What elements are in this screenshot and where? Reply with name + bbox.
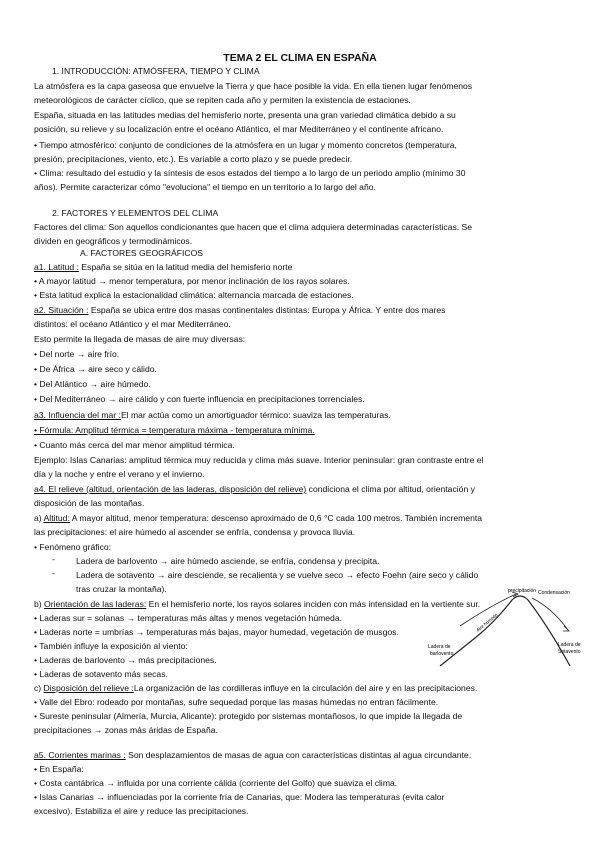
fenomeno-label: • Fenómeno gráfico: bbox=[34, 542, 112, 552]
disposicion-bullet: • Valle del Ebro: rodeado por montañas, sufre sequedad porque las masas húmedas no entran fácilmente. bbox=[34, 697, 439, 707]
sketch-label-aire: Aire húmedo bbox=[475, 612, 499, 633]
a3-bullet: • Cuanto más cerca del mar menor amplitud térmica. bbox=[34, 440, 235, 450]
sketch-label-barlovento-1: Ladera de bbox=[428, 644, 451, 650]
disposicion-label: Disposición del relieve : bbox=[43, 683, 134, 693]
bullet-text: años). Permite caracterizar cómo "evoluciona" el tiempo en un territorio a lo largo del año. bbox=[34, 182, 376, 192]
sketch-label-sotavento-2: Sotavento bbox=[558, 649, 581, 655]
a1-text: España se sitúa en la latitud media del hemisferio norte bbox=[78, 262, 293, 272]
a2-bullet: • De África → aire seco y cálido. bbox=[34, 364, 157, 374]
section-2-intro: dividen en geográficos y termodinámicos. bbox=[34, 236, 193, 246]
sketch-label-sotavento-1: Ladera de bbox=[558, 642, 581, 648]
orientacion-bullet: • Laderas norte = umbrías → temperaturas más bajas, mayor humedad, vegetación de musgos. bbox=[34, 627, 399, 637]
a4-line bbox=[34, 482, 574, 497]
section-1-heading: 1. INTRODUCCIÓN: ATMÓSFERA, TIEMPO Y CLIMA bbox=[52, 66, 260, 76]
orientacion-label: Orientación de las laderas: bbox=[44, 599, 147, 609]
bullet-text: presión, precipitaciones, viento, etc.). Es variable a corto plazo y se puede predecir. bbox=[34, 154, 353, 164]
dash-bullet: - bbox=[52, 568, 55, 578]
intro-text: meteorológicos de carácter cíclico, que se repiten cada año y permiten la existencia de estaciones. bbox=[34, 95, 411, 105]
a4-altitud-line: a) Altitud: A mayor altitud, menor temperatura: descenso aproximado de 0,6 °C cada 100 metros. También incrementa bbox=[34, 513, 483, 523]
orientacion-bullet: • Laderas de sotavento más secas. bbox=[34, 669, 168, 679]
a5-bullet: • Islas Canarias → influenciadas por la corriente fría de Canarias, que: Modera las temperaturas (evita calor bbox=[34, 792, 445, 802]
foehn-effect-sketch bbox=[420, 586, 590, 670]
a3-example: Ejemplo: Islas Canarias: amplitud térmica muy reducida y clima más suave. Interior peninsular: gran contraste entre el bbox=[34, 455, 484, 465]
mountain-outline bbox=[440, 596, 570, 666]
subheading-factores-geograficos: A. FACTORES GEOGRÁFICOS bbox=[80, 248, 204, 258]
a3-label: a3. Influencia del mar : bbox=[34, 410, 121, 420]
intro-text: posición, su relieve y su localización entre el océano Atlántico, el mar Mediterráneo y el continente africano. bbox=[34, 124, 444, 134]
a1-line bbox=[34, 260, 574, 275]
a2-text: Esto permite la llegada de masas de aire muy diversas: bbox=[34, 334, 246, 344]
sotavento-text: Ladera de sotavento → aire desciende, se recalienta y se vuelve seco → efecto Foehn (aire seco y cálido bbox=[76, 570, 479, 580]
sotavento-text: tras cruzar la montaña). bbox=[76, 584, 167, 594]
a5-bullet: excesivo). Estabiliza el aire y reduce las precipitaciones. bbox=[34, 806, 249, 816]
a4-disposicion-line: c) Disposición del relieve :La organización de las cordilleras influye en la circulación del aire y en las precipitaciones. bbox=[34, 683, 478, 693]
a5-bullet: • En España: bbox=[34, 764, 84, 774]
a1-bullet: • Esta latitud explica la estacionalidad climática: alternancia marcada de estaciones. bbox=[34, 290, 354, 300]
sketch-label-barlovento-2: barlovento bbox=[430, 651, 454, 657]
a4-text: disposición de las montañas. bbox=[34, 498, 145, 508]
altitud-text: A mayor altitud, menor temperatura: descenso aproximado de 0,6 °C cada 100 metros. También incrementa bbox=[69, 513, 483, 523]
a5-line bbox=[34, 748, 574, 763]
a2-bullet: • Del Mediterráneo → aire cálido y con fuerte influencia en precipitaciones torrenciales. bbox=[34, 394, 365, 404]
intro-text: La atmósfera es la capa gaseosa que envuelve la Tierra y que hace posible la vida. En ella tienen lugar fenómenos bbox=[34, 81, 473, 91]
orientacion-text: En el hemisferio norte, los rayos solares inciden con más intensidad en la vertiente sur. bbox=[146, 599, 481, 609]
dash-bullet: - bbox=[52, 554, 55, 564]
a2-text: España se ubica entre dos masas continentales distintas: Europa y África. Y entre dos mares bbox=[88, 305, 446, 315]
orientacion-bullet: • Laderas sur = solanas → temperaturas más altas y menos vegetación húmeda. bbox=[34, 613, 343, 623]
disposicion-bullet: • Sureste peninsular (Almería, Murcia, Alicante): protegido por sistemas montañosos, lo que impide la llegada de bbox=[34, 711, 463, 721]
section-2-intro: Factores del clima: Son aquellos condicionantes que hacen que el clima adquiera determinadas características. Se bbox=[34, 222, 473, 232]
a2-line bbox=[34, 303, 574, 318]
a3-formula: • Fórmula: Amplitud térmica = temperatura máxima - temperatura mínima. bbox=[34, 425, 315, 435]
a2-bullet: • Del Atlántico → aire húmedo. bbox=[34, 379, 151, 389]
a3-text: El mar actúa como un amortiguador térmico: suaviza las temperaturas. bbox=[120, 410, 391, 420]
a5-text: Son desplazamientos de masas de agua con características distintas al agua circundante. bbox=[125, 750, 472, 760]
disposicion-text: La organización de las cordilleras influye en la circulación del aire y en las precipitaciones. bbox=[133, 683, 478, 693]
altitud-label: Altitud: bbox=[43, 513, 70, 523]
a5-bullet: • Costa cantábrica → influida por una corriente cálida (corriente del Golfo) que suaviza el clima. bbox=[34, 778, 398, 788]
altitud-text: las precipitaciones: el aire húmedo al ascender se enfría, condensa y provoca lluvia. bbox=[34, 527, 356, 537]
a3-line bbox=[34, 408, 574, 423]
a2-text: distintos: el océano Atlántico y el mar Mediterráneo. bbox=[34, 319, 231, 329]
document-title: TEMA 2 EL CLIMA EN ESPAÑA bbox=[223, 52, 377, 64]
sketch-label-cond: Condensación bbox=[538, 590, 570, 596]
sketch-label-precip: precipitación bbox=[508, 588, 537, 594]
disposicion-bullet: precipitaciones → zonas más áridas de España. bbox=[34, 725, 218, 735]
a2-label: a2. Situación : bbox=[34, 305, 89, 315]
barlovento-text: Ladera de barlovento → aire húmedo asciende, se enfría, condensa y precipita. bbox=[76, 556, 380, 566]
a1-bullet: • A mayor latitud → menor temperatura, por menor inclinación de los rayos solares. bbox=[34, 276, 350, 286]
descending-air-arrow bbox=[532, 598, 568, 630]
a4-label: a4. El relieve (altitud, orientación de las laderas, disposición del relieve) bbox=[34, 484, 307, 494]
intro-text: España, situada en las latitudes medias del hemisferio norte, presenta una gran variedad climática debido a su bbox=[34, 110, 456, 120]
a5-label: a5. Corrientes marinas : bbox=[34, 750, 126, 760]
a4-orientacion-line: b) Orientación de las laderas: En el hemisferio norte, los rayos solares inciden con más intensidad en la vertiente sur. bbox=[34, 599, 481, 609]
section-2-heading: 2. FACTORES Y ELEMENTOS DEL CLIMA bbox=[52, 208, 219, 218]
a1-label: a1. Latitud : bbox=[34, 262, 79, 272]
orientacion-bullet: • Laderas de barlovento → más precipitaciones. bbox=[34, 655, 217, 665]
a2-bullet: • Del norte → aire frío. bbox=[34, 349, 120, 359]
bullet-text: • Clima: resultado del estudio y la síntesis de esos estados del tiempo a lo largo de un periodo amplio (mínimo 30 bbox=[34, 168, 466, 178]
orientacion-bullet: • También influye la exposición al viento: bbox=[34, 641, 188, 651]
a3-example: día y la noche y entre el verano y el invierno. bbox=[34, 469, 205, 479]
a4-text: condiciona el clima por altitud, orientación y bbox=[306, 484, 475, 494]
bullet-text: • Tiempo atmosférico: conjunto de condiciones de la atmósfera en un lugar y momento concretos (temperatura, bbox=[34, 140, 457, 150]
